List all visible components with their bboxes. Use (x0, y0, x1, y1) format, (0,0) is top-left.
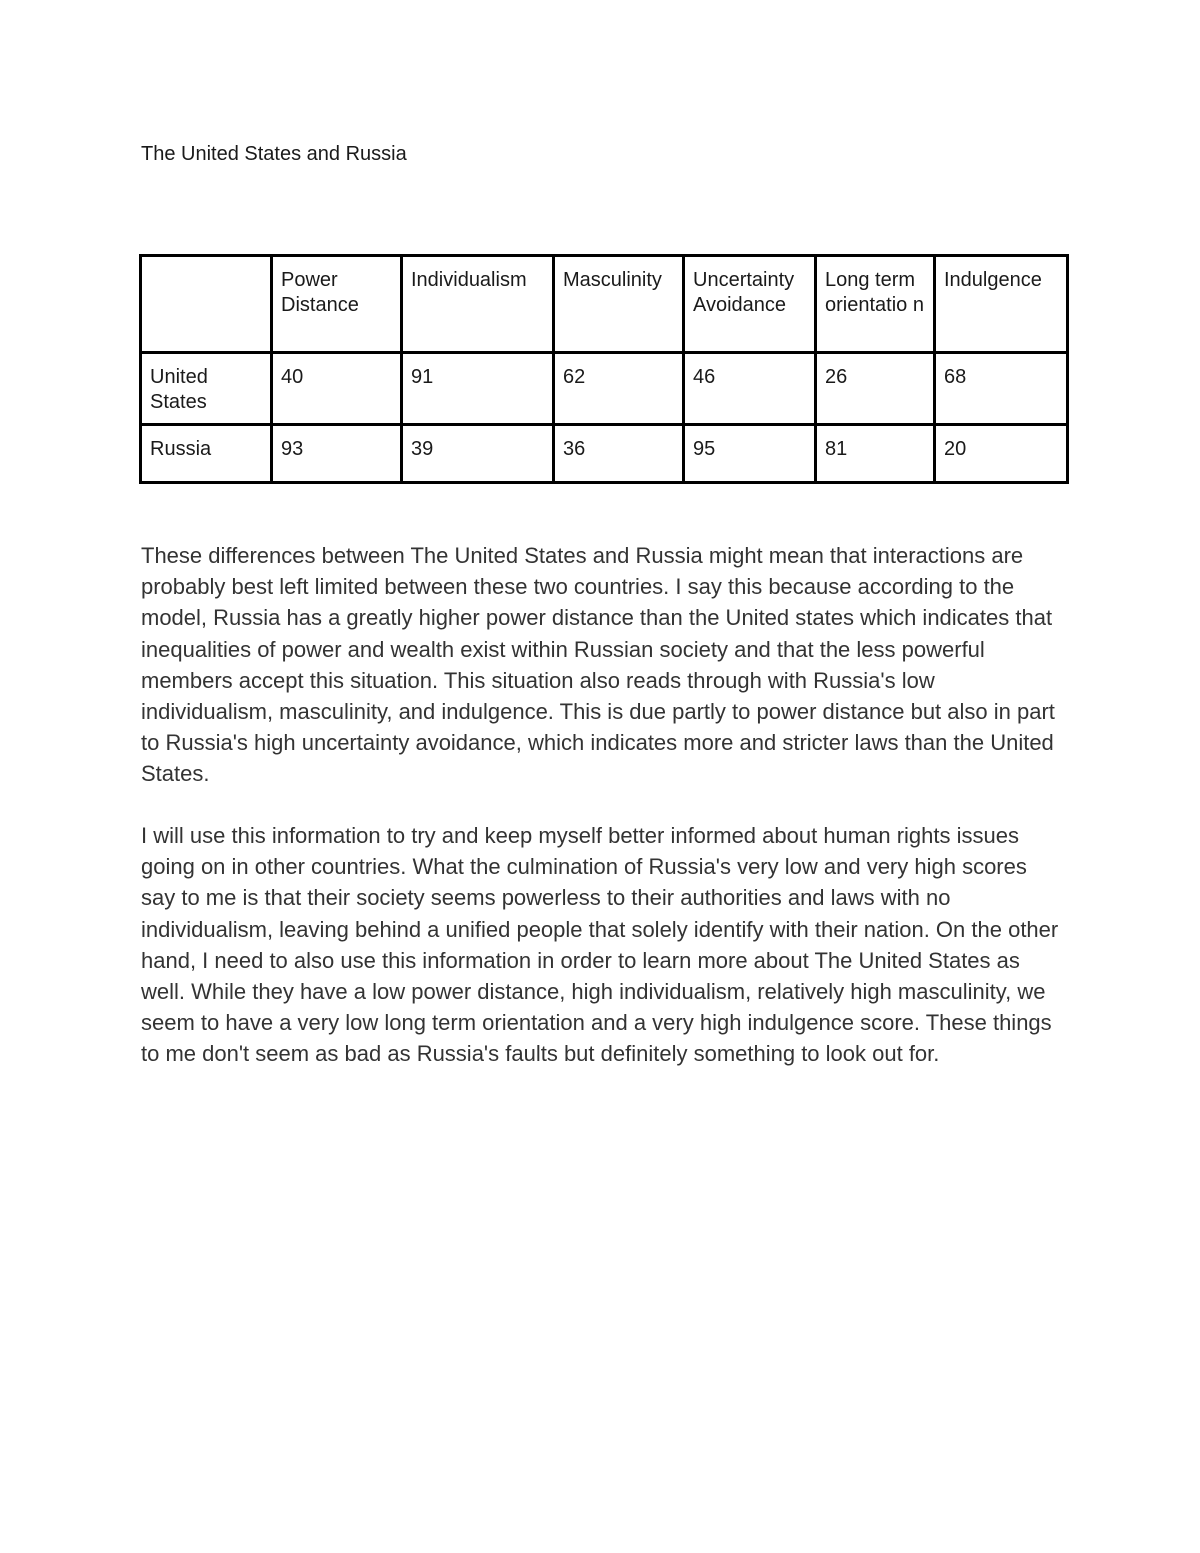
table-cell: 39 (402, 425, 554, 483)
table-header-cell: Uncertainty Avoidance (684, 256, 816, 353)
table-cell: 40 (272, 353, 402, 425)
table-header-cell: Long term orientatio n (816, 256, 935, 353)
table-row-label: Russia (141, 425, 272, 483)
table-cell: 68 (935, 353, 1068, 425)
table-cell: 93 (272, 425, 402, 483)
table-cell: 36 (554, 425, 684, 483)
table-row-label: United States (141, 353, 272, 425)
table-row (141, 353, 1068, 425)
table-header-row (141, 256, 1068, 353)
body-paragraph-2: I will use this information to try and keep myself better informed about human rights issues going on in other countries. What the culmination of Russia's very low and very high scores say to me is that their society seems powerless to their authorities and laws with no individualism, leaving behind a unified people that solely identify with their nation. On the other hand, I need to also use this information in order to learn more about The United States as well. While they have a low power distance, high individualism, relatively high masculinity, we seem to have a very low long term orientation and a very high indulgence score. These things to me don't seem as bad as Russia's faults but definitely something to look out for. (141, 823, 1059, 1067)
table-header-cell (141, 256, 272, 353)
table-cell: 95 (684, 425, 816, 483)
table-cell: 46 (684, 353, 816, 425)
body-paragraph-1: These differences between The United States and Russia might mean that interactions are probably best left limited between these two countries. I say this because according to the model, Russia has a greatly higher power distance than the United states which indicates that inequalities of power and wealth exist within Russian society and that the less powerful members accept this situation. This situation also reads through with Russia's low individualism, masculinity, and indulgence. This is due partly to power distance but also in part to Russia's high uncertainty avoidance, which indicates more and stricter laws than the United States. (141, 543, 1055, 787)
table-header-cell: Individualism (402, 256, 554, 353)
table-cell: 81 (816, 425, 935, 483)
table-cell: 26 (816, 353, 935, 425)
table-header-cell: Masculinity (554, 256, 684, 353)
table-cell: 91 (402, 353, 554, 425)
table-row (141, 425, 1068, 483)
table-header-cell: Power Distance (272, 256, 402, 353)
cultural-dimensions-table (139, 254, 1069, 484)
table-cell: 20 (935, 425, 1068, 483)
table-cell: 62 (554, 353, 684, 425)
document-title: The United States and Russia (141, 143, 407, 165)
table-header-cell: Indulgence (935, 256, 1068, 353)
